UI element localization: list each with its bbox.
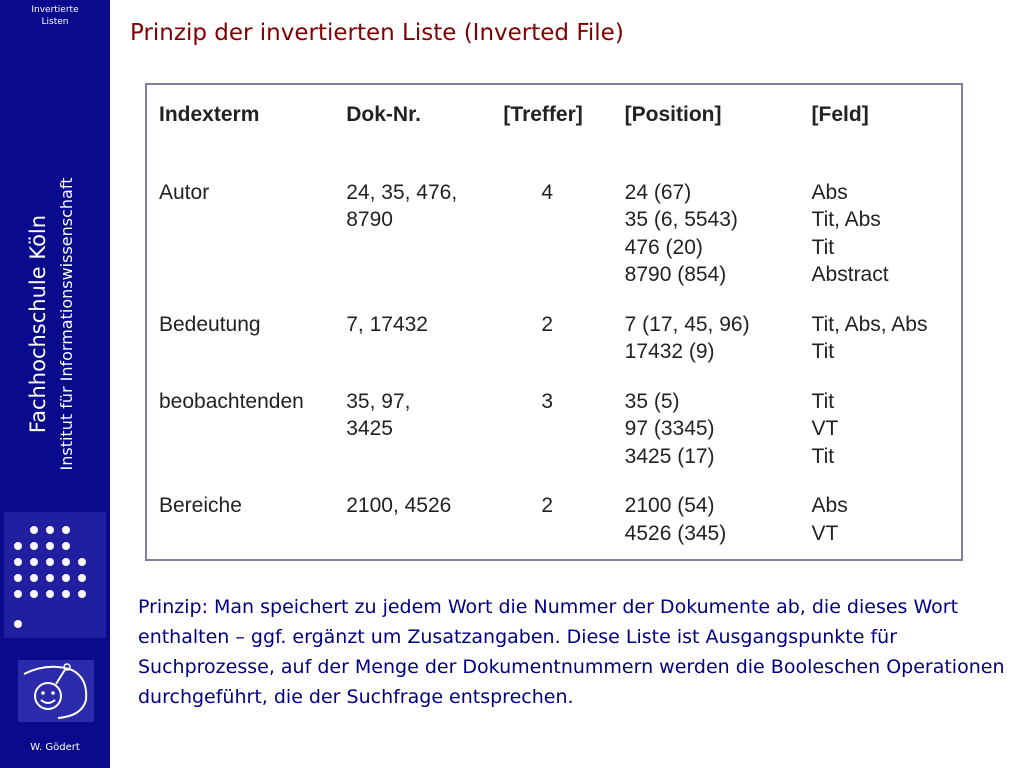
docs-cell	[346, 388, 503, 493]
institute-name: Institut für Informationswissenschaft	[57, 177, 76, 471]
principle-paragraph: Prinzip: Man speichert zu jedem Wort die Nummer der Dokumente ab, die dieses Wort enthalten – ggf. ergänzt um Zusatzangaben. Diese Liste ist Ausgangspunkte für Suchprozesse, auf der Menge der Dokumentnummern werden die Booleschen Operationen durchgeführt, die der Suchfrage entsprechen.	[138, 596, 1005, 708]
dot-pattern	[4, 512, 106, 638]
docs-cell	[346, 179, 503, 311]
author-label: W. Gödert	[30, 742, 80, 753]
term-cell: Autor	[159, 180, 210, 204]
sidebar	[0, 0, 110, 768]
doc-line: 2100, 4526	[346, 494, 452, 517]
table-row	[159, 311, 961, 388]
fields-cell	[812, 388, 961, 493]
position-line: 8790 (854)	[624, 263, 727, 286]
term-cell: Bedeutung	[159, 312, 261, 336]
field-line: Tit	[811, 235, 835, 259]
doc-line: 3425	[346, 417, 393, 440]
slide-title: Prinzip der invertierten Liste (Inverted File)	[130, 20, 624, 46]
field-line: Tit, Abs, Abs	[811, 312, 928, 336]
inverted-file-table	[159, 101, 961, 547]
field-line: Tit, Abs	[811, 208, 881, 231]
field-line: Abs	[811, 180, 848, 204]
hits-cell: 2	[541, 312, 554, 336]
inverted-file-table-frame	[145, 83, 963, 561]
header-doc-nr: Dok-Nr.	[346, 103, 421, 126]
field-line: Tit	[811, 444, 835, 468]
hits-cell: 4	[541, 180, 554, 204]
positions-cell	[625, 179, 812, 311]
field-line: Tit	[811, 340, 835, 363]
position-line: 3425 (17)	[624, 444, 715, 468]
section-label-line: Invertierte	[31, 5, 79, 15]
doc-line: 24, 35, 476,	[346, 180, 458, 204]
field-line: Tit	[811, 389, 835, 413]
fields-cell	[812, 492, 961, 547]
position-line: 7 (17, 45, 96)	[624, 312, 750, 336]
doc-line: 8790	[346, 208, 393, 231]
fields-cell	[812, 179, 961, 311]
field-line: Abs	[811, 494, 848, 517]
header-position: [Position]	[624, 103, 722, 126]
header-indexterm: Indexterm	[159, 103, 260, 126]
header-feld: [Feld]	[811, 103, 869, 126]
position-line: 4526 (345)	[624, 521, 727, 545]
table-row	[159, 388, 961, 493]
smiley-icon	[18, 660, 94, 722]
position-line: 24 (67)	[624, 180, 692, 204]
table-row	[159, 179, 961, 311]
positions-cell	[625, 492, 812, 547]
field-line: Abstract	[811, 263, 889, 286]
institution-name: Fachhochschule Köln	[26, 214, 50, 434]
position-line: 35 (6, 5543)	[624, 208, 738, 231]
hits-cell: 3	[541, 389, 554, 413]
fields-cell	[812, 311, 961, 388]
term-cell: beobachtenden	[159, 389, 304, 413]
position-line: 17432 (9)	[624, 340, 715, 363]
positions-cell	[625, 388, 812, 493]
position-line: 97 (3345)	[624, 417, 715, 440]
field-line: VT	[811, 417, 839, 440]
position-line: 35 (5)	[624, 389, 680, 413]
doc-line: 35, 97,	[346, 389, 411, 413]
table-header-row	[159, 101, 961, 179]
docs-cell	[346, 492, 503, 547]
institution-block	[15, 124, 95, 524]
docs-cell	[346, 311, 503, 388]
field-line: VT	[811, 521, 839, 545]
positions-cell	[625, 311, 812, 388]
section-label-line: Listen	[41, 17, 69, 27]
hits-cell: 2	[541, 494, 554, 517]
position-line: 476 (20)	[624, 235, 703, 259]
table-row	[159, 492, 961, 547]
header-treffer: [Treffer]	[503, 103, 583, 126]
term-cell: Bereiche	[159, 494, 242, 517]
section-label	[0, 4, 110, 28]
position-line: 2100 (54)	[624, 494, 715, 517]
doc-line: 7, 17432	[346, 312, 428, 336]
